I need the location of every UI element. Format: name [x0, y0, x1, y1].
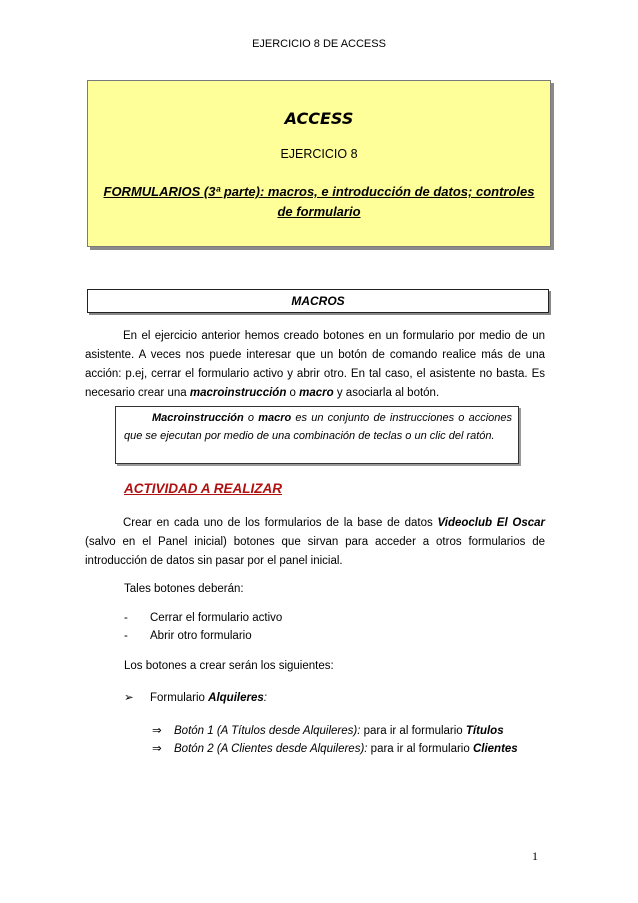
intro-term-macroinstruccion: macroinstrucción [189, 387, 287, 399]
definition-body: es un conjunto de instrucciones o acciones que se ejecutan por medio de una combinación de teclas o un clic del ratón. [124, 412, 512, 442]
title-box [87, 80, 551, 247]
dash-bullet: - [124, 612, 128, 624]
form-item [124, 689, 267, 707]
form-colon: : [263, 692, 267, 704]
definition-text [124, 409, 512, 445]
intro-paragraph [85, 327, 545, 403]
list-item [124, 609, 282, 627]
page-number: 1 [532, 849, 538, 863]
activity-paragraph [85, 514, 545, 571]
section-title-macros: MACROS [87, 289, 549, 313]
double-arrow-icon: ⇒ [152, 725, 162, 737]
activity-text-start: Crear en cada uno de los formularios de la base de datos [123, 517, 438, 529]
action-text: Cerrar el formulario activo [150, 612, 283, 624]
form-label: Formulario [150, 692, 209, 704]
intro-end: y asociarla al botón. [333, 387, 440, 399]
list-intro: Los botones a crear serán los siguientes: [124, 660, 334, 672]
double-arrow-icon: ⇒ [152, 743, 162, 755]
subtitle-line-2: de formulario [277, 204, 361, 219]
intro-or: o [286, 387, 300, 399]
activity-db-name: Videoclub El Oscar [437, 517, 545, 529]
title-exercise: EJERCICIO 8 [280, 147, 358, 161]
activity-heading: ACTIVIDAD A REALIZAR [124, 481, 282, 496]
intro-text: En el ejercicio anterior hemos creado botones en un formulario por medio de un asistente. A veces nos puede interesar que un botón de comando realice más de una acción: p.ej, cerrar el formulario activo y abrir otro. En tal caso, el asistente no basta. Es necesario crear una [85, 330, 545, 399]
arrowhead-bullet-icon: ➢ [124, 692, 134, 704]
list-item [124, 627, 252, 645]
button-label: Botón 2 (A Clientes desde Alquileres): [174, 743, 368, 755]
title-app-name: ACCESS [284, 109, 354, 128]
definition-term-1: Macroinstrucción [152, 412, 244, 424]
dash-bullet: - [124, 630, 128, 642]
button-text: para ir al formulario [367, 743, 473, 755]
list-item [152, 740, 518, 758]
button-target: Clientes [472, 743, 518, 755]
button-label: Botón 1 (A Títulos desde Alquileres): [174, 725, 361, 737]
definition-term-2: macro [258, 412, 292, 424]
list-item [152, 722, 504, 740]
action-text: Abrir otro formulario [150, 630, 252, 642]
button-text: para ir al formulario [360, 725, 466, 737]
page-header: EJERCICIO 8 DE ACCESS [252, 38, 386, 50]
definition-or: o [243, 412, 259, 424]
definition-box [115, 406, 519, 464]
form-name: Alquileres [208, 692, 264, 704]
intro-term-macro: macro [299, 387, 334, 399]
activity-text-end: (salvo en el Panel inicial) botones que sirvan para acceder a otros formularios de introducción de datos sin pasar por el panel inicial. [85, 536, 545, 567]
subtitle-line-1: FORMULARIOS (3ª parte): macros, e introducción de datos; controles [103, 184, 535, 199]
title-subtitle [96, 182, 542, 222]
buttons-intro: Tales botones deberán: [124, 583, 244, 595]
button-target: Títulos [465, 725, 504, 737]
